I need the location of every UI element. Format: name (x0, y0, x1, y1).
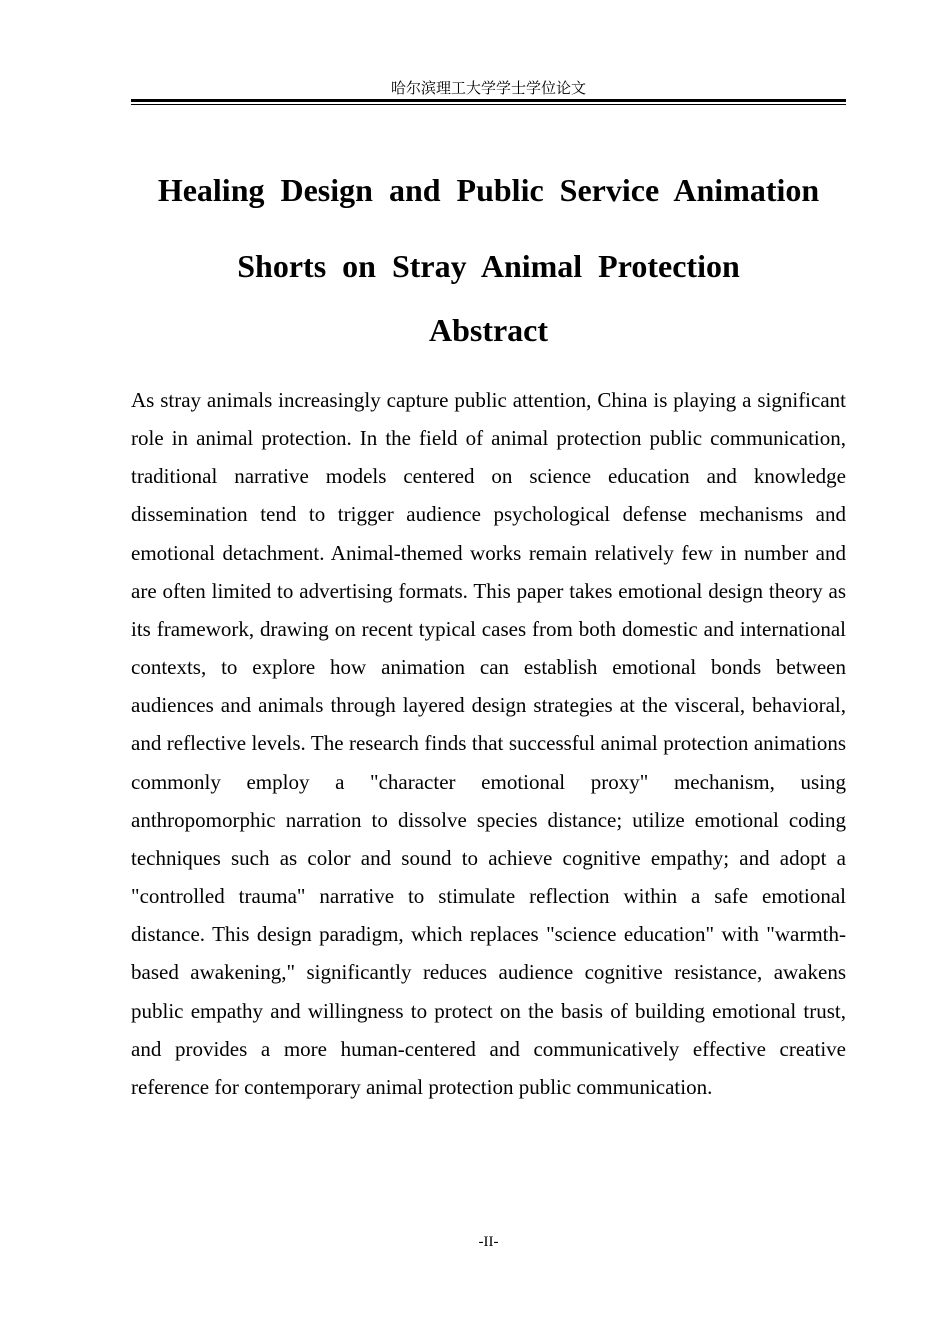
abstract-body: As stray animals increasingly capture public attention, China is playing a significant role in animal protection. In the field of animal protection public communication, traditional narrative models centered on science education and knowledge dissemination tend to trigger audience psychological defense mechanisms and emotional detachment. Animal-themed works remain relatively few in number and are often limited to advertising formats. This paper takes emotional design theory as its framework, drawing on recent typical cases from both domestic and international contexts, to explore how animation can establish emotional bonds between audiences and animals through layered design strategies at the visceral, behavioral, and reflective levels. The research finds that successful animal protection animations commonly employ a "character emotional proxy" mechanism, using anthropomorphic narration to dissolve species distance; utilize emotional coding techniques such as color and sound to achieve cognitive empathy; and adopt a "controlled trauma" narrative to stimulate reflection within a safe emotional distance. This design paradigm, which replaces "science education" with "warmth-based awakening," significantly reduces audience cognitive resistance, awakens public empathy and willingness to protect on the basis of building emotional trust, and provides a more human-centered and communicatively effective creative reference for contemporary animal protection public communication. (131, 388, 846, 1099)
thesis-title (131, 152, 846, 304)
abstract-heading: Abstract (428, 312, 549, 348)
thesis-title-line-1: Healing Design and Public Service Animation (157, 172, 820, 208)
header-rule-thick (131, 99, 846, 102)
thesis-title-line-2: Shorts on Stray Animal Protection (237, 248, 740, 284)
header-rule-thin (131, 104, 846, 105)
running-header: 哈尔滨理工大学学士学位论文 (390, 79, 586, 97)
page-number: -II- (478, 1234, 499, 1250)
